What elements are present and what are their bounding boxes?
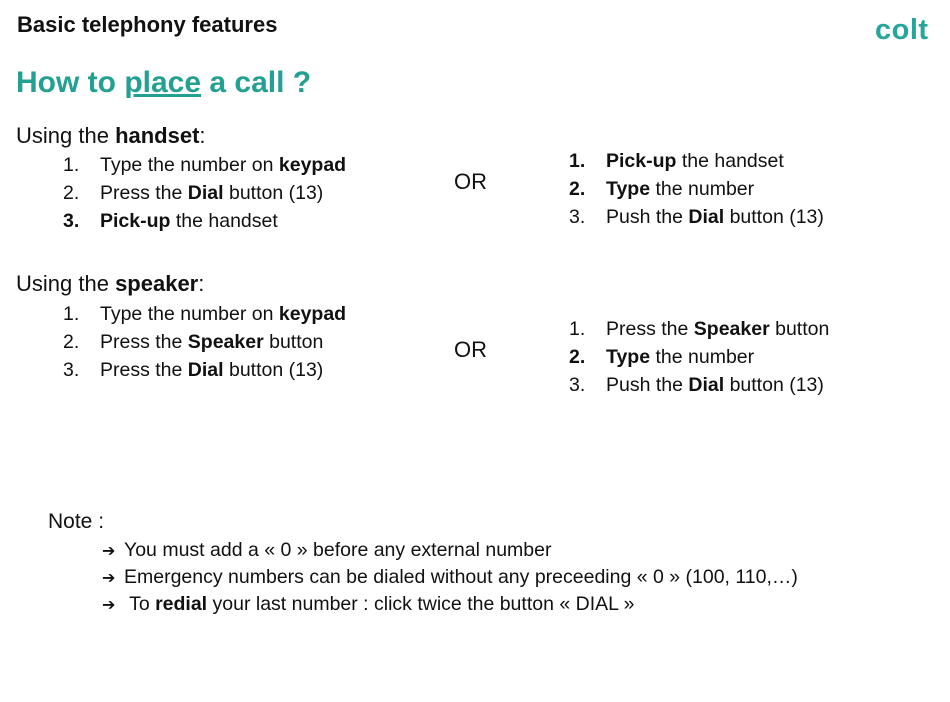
step-number: 2.: [63, 182, 80, 204]
step-number: 1.: [569, 318, 586, 340]
title-suffix: a call ?: [201, 66, 312, 99]
step-number: 2.: [63, 331, 80, 353]
speaker-section-label: [16, 271, 204, 297]
step-number: 3.: [63, 210, 80, 232]
step-text: Pick-up the handset: [100, 210, 278, 232]
page-title: [16, 66, 311, 100]
or-label: OR: [454, 337, 487, 362]
step-number: 3.: [569, 206, 586, 228]
note-list: [102, 537, 798, 618]
colt-logo: colt: [875, 14, 929, 46]
label-prefix: Using the: [16, 271, 116, 296]
label-bold: speaker: [115, 271, 199, 296]
arrow-right-icon: ➔: [102, 597, 116, 614]
step-text: Type the number on keypad: [100, 303, 347, 325]
step-number: 1.: [63, 154, 80, 176]
step-text: Push the Dial button (13): [606, 206, 824, 228]
note-item: ➔ To redial your last number : click twice the button « DIAL »: [102, 591, 798, 618]
step-text: Type the number: [606, 346, 755, 368]
arrow-right-icon: ➔: [102, 543, 116, 560]
step-text: Pick-up the handset: [606, 150, 784, 172]
step-number: 3.: [63, 359, 80, 381]
step-number: 2.: [569, 346, 586, 368]
step-number: 1.: [63, 303, 80, 325]
step-text: Type the number on keypad: [100, 154, 347, 176]
step-text: Press the Dial button (13): [100, 359, 324, 381]
step-text: Push the Dial button (13): [606, 374, 824, 396]
step-number: 2.: [569, 178, 586, 200]
note-item: ➔ You must add a « 0 » before any external number: [102, 537, 798, 564]
step-text: Press the Speaker button: [100, 331, 324, 353]
or-label: OR: [454, 169, 487, 194]
header-title: Basic telephony features: [17, 12, 278, 37]
step-text: Type the number: [606, 178, 755, 200]
label-prefix: Using the: [16, 123, 116, 148]
step-number: 3.: [569, 374, 586, 396]
step-number: 1.: [569, 150, 586, 172]
step-text: Press the Dial button (13): [100, 182, 324, 204]
title-underlined: place: [124, 66, 202, 99]
note-label: Note :: [48, 510, 105, 533]
arrow-right-icon: ➔: [102, 570, 116, 587]
handset-section-label: [16, 123, 206, 149]
label-suffix: :: [198, 271, 205, 296]
label-suffix: :: [199, 123, 206, 148]
step-text: Press the Speaker button: [606, 318, 830, 340]
note-item: ➔ Emergency numbers can be dialed without any preceeding « 0 » (100, 110,…): [102, 564, 798, 591]
title-prefix: How to: [16, 66, 125, 99]
label-bold: handset: [115, 123, 200, 148]
